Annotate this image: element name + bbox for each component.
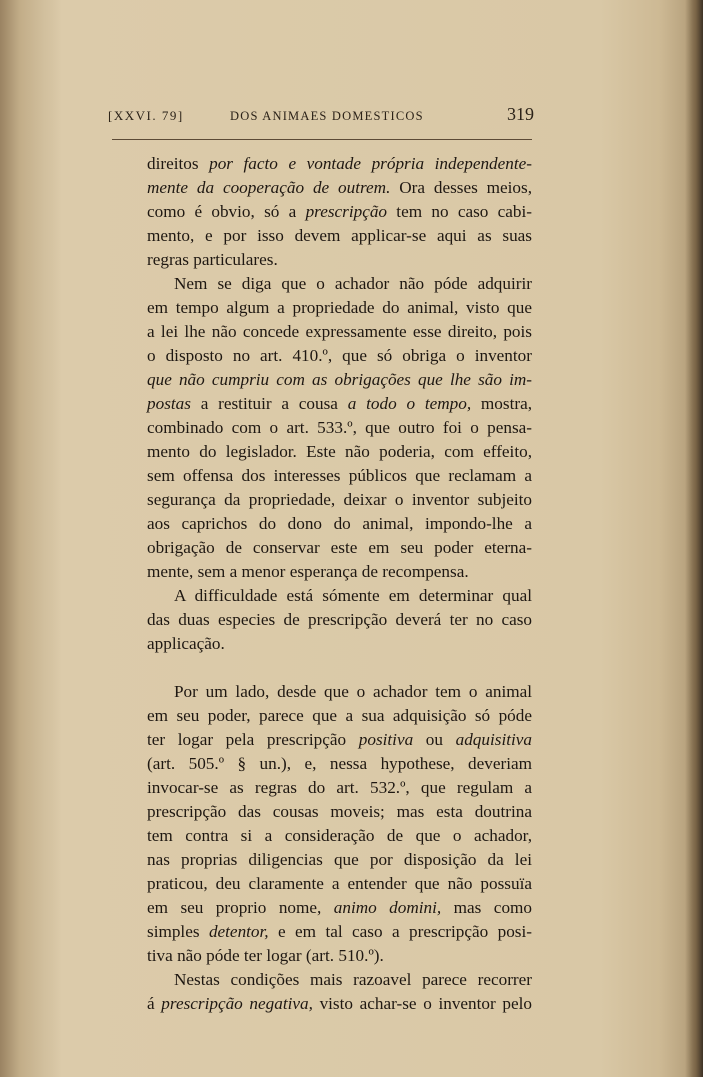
text-line bbox=[147, 704, 532, 728]
text-line bbox=[147, 608, 532, 632]
text-run: Nestas condições mais razoavel parece recorrer bbox=[174, 970, 532, 989]
text-run: em seu proprio nome, bbox=[147, 898, 334, 917]
text-run: Nem se diga que o achador não póde adquirir bbox=[174, 274, 532, 293]
text-line bbox=[147, 392, 532, 416]
text-run: sem offensa dos interesses públicos que reclamam a bbox=[147, 466, 532, 485]
page-gutter-shadow bbox=[0, 0, 62, 1077]
text-line bbox=[147, 584, 532, 608]
running-header bbox=[108, 104, 534, 132]
text-run: tem no caso cabi- bbox=[387, 202, 532, 221]
text-run: mas como bbox=[441, 898, 532, 917]
italic-text: positiva bbox=[358, 730, 414, 749]
text-run: á bbox=[147, 994, 162, 1013]
text-line bbox=[147, 344, 532, 368]
text-run: mente, sem a menor esperança de recompensa. bbox=[147, 562, 469, 581]
text-run: o disposto no art. 410.º, que só obriga o inventor bbox=[147, 346, 532, 365]
italic-text: animo domini, bbox=[333, 898, 442, 917]
text-line bbox=[147, 560, 532, 584]
text-line bbox=[147, 752, 532, 776]
text-run: mostra, bbox=[471, 394, 533, 413]
text-run: praticou, deu claramente a entender que não possuïa bbox=[147, 874, 532, 893]
text-run: das duas especies de prescripção deverá ter no caso bbox=[147, 610, 532, 629]
page-number: 319 bbox=[507, 104, 534, 124]
text-run: em seu poder, parece que a sua adquisição só póde bbox=[147, 706, 532, 725]
paragraph-gap bbox=[147, 656, 532, 680]
text-line bbox=[147, 536, 532, 560]
italic-text: prescripção negativa, bbox=[161, 994, 313, 1013]
text-line bbox=[147, 848, 532, 872]
text-run: a lei lhe não concede expressamente esse direito, pois bbox=[147, 322, 532, 341]
text-line bbox=[147, 368, 532, 392]
italic-text: a todo o tempo, bbox=[347, 394, 472, 413]
text-run: como é obvio, só a bbox=[147, 202, 306, 221]
text-run: combinado com o art. 533.º, que outro foi o pensa- bbox=[147, 418, 532, 437]
page-edge-shadow bbox=[685, 0, 703, 1077]
text-line bbox=[147, 968, 532, 992]
text-line bbox=[147, 320, 532, 344]
text-run: visto achar-se o inventor pelo bbox=[312, 994, 532, 1013]
text-run: aos caprichos do dono do animal, impondo-lhe a bbox=[147, 514, 532, 533]
text-line bbox=[147, 176, 532, 200]
running-title: DOS ANIMAES DOMESTICOS bbox=[230, 109, 424, 123]
italic-text: postas bbox=[147, 394, 191, 413]
text-line bbox=[147, 920, 532, 944]
text-run: invocar-se as regras do art. 532.º, que regulam a bbox=[147, 778, 532, 797]
italic-text: prescripção bbox=[305, 202, 388, 221]
text-line bbox=[147, 896, 532, 920]
text-run: direitos bbox=[147, 154, 210, 173]
text-run: obrigação de conservar este em seu poder eterna- bbox=[147, 538, 532, 557]
section-reference: [XXVI. 79] bbox=[108, 108, 184, 123]
text-line bbox=[147, 416, 532, 440]
italic-text: adquisitiva bbox=[455, 730, 532, 749]
text-run: (art. 505.º § un.), e, nessa hypothese, deveriam bbox=[147, 754, 532, 773]
italic-text: por facto e vontade própria independente- bbox=[209, 154, 532, 173]
text-run: ou bbox=[413, 730, 456, 749]
text-line bbox=[147, 992, 532, 1016]
text-run: prescripção das cousas moveis; mas esta doutrina bbox=[147, 802, 532, 821]
header-rule bbox=[112, 139, 532, 140]
italic-text: mente da cooperação de outrem. bbox=[147, 178, 391, 197]
text-run: a restituir a cousa bbox=[190, 394, 348, 413]
body-text bbox=[147, 152, 532, 1016]
text-line bbox=[147, 824, 532, 848]
text-line bbox=[147, 464, 532, 488]
italic-text: que não cumpriu com as obrigações que lhe são im- bbox=[147, 370, 532, 389]
text-line bbox=[147, 632, 532, 656]
text-run: Ora desses meios, bbox=[390, 178, 532, 197]
text-run: mento do legislador. Este não poderia, com effeito, bbox=[147, 442, 532, 461]
text-line bbox=[147, 944, 532, 968]
text-line bbox=[147, 272, 532, 296]
text-run: simples bbox=[147, 922, 209, 941]
text-line bbox=[147, 800, 532, 824]
text-run: nas proprias diligencias que por disposição da lei bbox=[147, 850, 532, 869]
text-line bbox=[147, 440, 532, 464]
text-line bbox=[147, 224, 532, 248]
text-line bbox=[147, 296, 532, 320]
text-run: tiva não póde ter logar (art. 510.º). bbox=[147, 946, 384, 965]
text-run: applicação. bbox=[147, 634, 225, 653]
text-line bbox=[147, 200, 532, 224]
text-line bbox=[147, 152, 532, 176]
text-run: ter logar pela prescripção bbox=[147, 730, 359, 749]
text-line bbox=[147, 248, 532, 272]
text-run: regras particulares. bbox=[147, 250, 278, 269]
text-line bbox=[147, 872, 532, 896]
text-line bbox=[147, 728, 532, 752]
text-run: tem contra si a consideração de que o achador, bbox=[147, 826, 532, 845]
text-line bbox=[147, 512, 532, 536]
text-run: e em tal caso a prescripção posi- bbox=[268, 922, 532, 941]
text-run: segurança da propriedade, deixar o inventor subjeito bbox=[147, 490, 532, 509]
italic-text: detentor, bbox=[208, 922, 269, 941]
text-line bbox=[147, 776, 532, 800]
text-run: A difficuldade está sómente em determinar qual bbox=[174, 586, 532, 605]
text-line bbox=[147, 488, 532, 512]
text-run: mento, e por isso devem applicar-se aqui as suas bbox=[147, 226, 532, 245]
text-run: em tempo algum a propriedade do animal, visto que bbox=[147, 298, 532, 317]
text-line bbox=[147, 680, 532, 704]
text-run: Por um lado, desde que o achador tem o animal bbox=[174, 682, 532, 701]
